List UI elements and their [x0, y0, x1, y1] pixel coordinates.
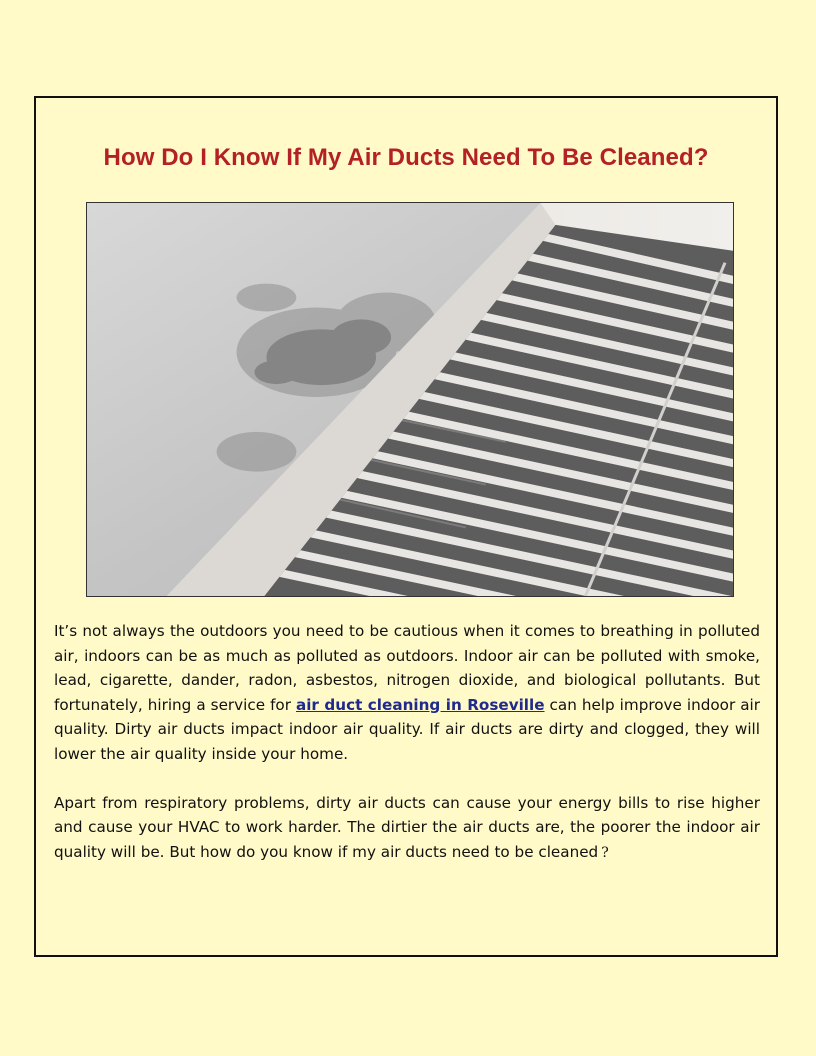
question-mark: ?: [601, 844, 609, 861]
article-body: [54, 619, 760, 890]
paragraph-1-end: can help improve indoor air quality. Dirty air ducts impact indoor air quality. If air ducts are dirty and clogged, they will lower the air quality inside your home.: [54, 695, 760, 763]
page-title: How Do I Know If My Air Ducts Need To Be Cleaned?: [103, 144, 709, 171]
document-frame: [34, 96, 778, 957]
paragraph-2: [54, 791, 760, 866]
paragraph-2-text: Apart from respiratory problems, dirty air ducts can cause your energy bills to rise higher and cause your HVAC to work harder. The dirtier the air ducts are, the poorer the indoor air quality will be. But how do you know if my air ducts need to be cleaned: [54, 793, 760, 861]
paragraph-1: [54, 619, 760, 766]
air-duct-cleaning-link[interactable]: air duct cleaning in Roseville: [295, 695, 545, 714]
paragraph-1-start: It’s not always the outdoors you need to be cautious when it comes to breathing in polluted air, indoors can be as much as polluted as outdoors. Indoor air can be polluted with smoke, lead, cigarette, dander, radon, asbestos, nitrogen dioxide, and biological pollutants. But fortunately, hiring a service for: [54, 622, 760, 714]
air-vent-photo: [86, 202, 734, 597]
dusty-vent-image: [87, 203, 733, 596]
